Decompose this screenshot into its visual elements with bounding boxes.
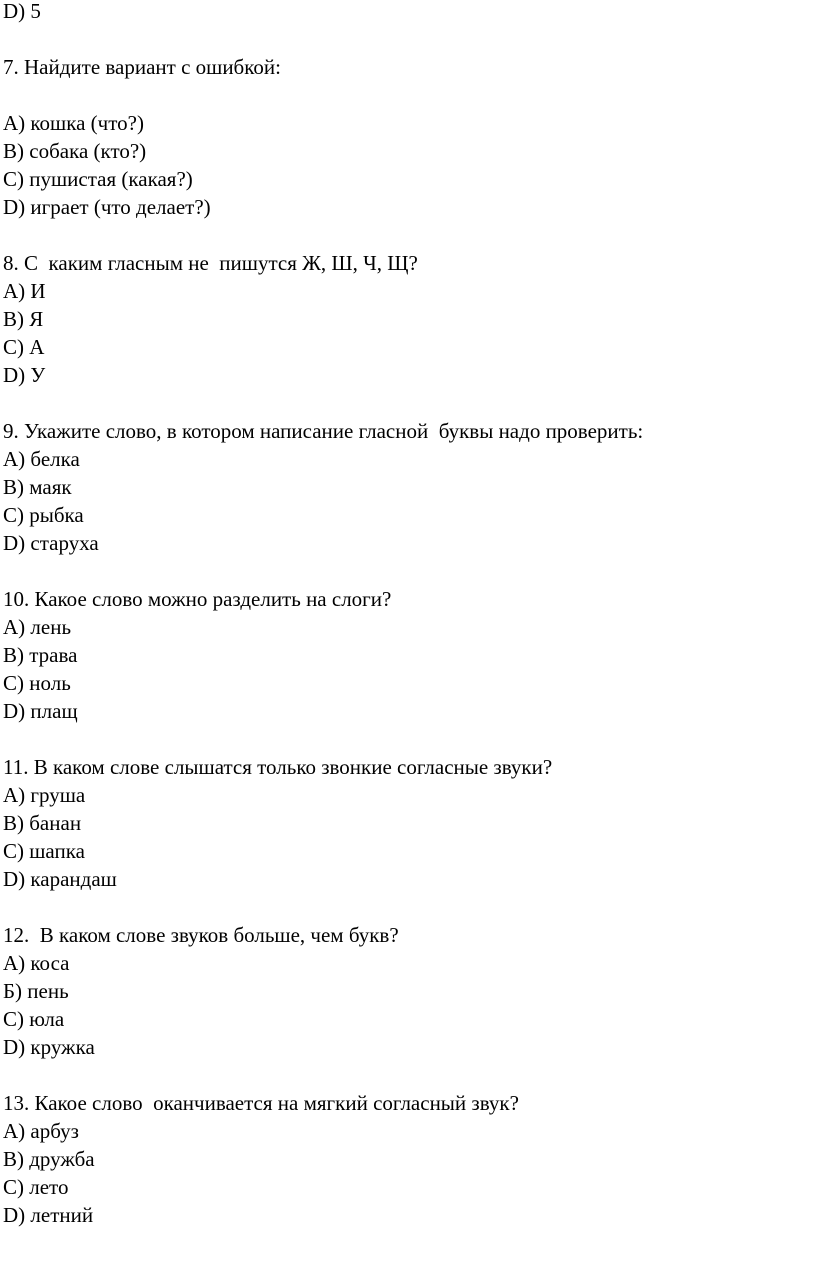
question-block <box>3 53 813 249</box>
blank-line <box>3 725 813 753</box>
answer-option: D) кружка <box>3 1035 95 1059</box>
answer-option: A) белка <box>3 447 80 471</box>
answer-option: D) старуха <box>3 531 99 555</box>
answer-option: D) карандаш <box>3 867 117 891</box>
blank-line <box>3 221 813 249</box>
question-text: 13. Какое слово оканчивается на мягкий согласный звук? <box>3 1091 519 1115</box>
question-text: 9. Укажите слово, в котором написание гласной буквы надо проверить: <box>3 419 644 443</box>
blank-line <box>3 81 813 109</box>
answer-option: A) арбуз <box>3 1119 79 1143</box>
answer-option: D) У <box>3 363 46 387</box>
question-text: 8. С каким гласным не пишутся Ж, Ш, Ч, Щ? <box>3 251 418 275</box>
blank-line <box>3 1061 813 1089</box>
answer-option: C) шапка <box>3 839 85 863</box>
document-page <box>3 0 813 1229</box>
question-block <box>3 1089 813 1229</box>
question-block <box>3 921 813 1089</box>
answer-option: B) трава <box>3 643 78 667</box>
blank-line <box>3 893 813 921</box>
previous-answer-option: D) 5 <box>3 0 41 23</box>
answer-option: C) А <box>3 335 45 359</box>
answer-option: B) маяк <box>3 475 72 499</box>
answer-option: B) Я <box>3 307 44 331</box>
answer-option: C) юла <box>3 1007 65 1031</box>
question-block <box>3 417 813 585</box>
answer-option: D) плащ <box>3 699 78 723</box>
answer-option: B) банан <box>3 811 82 835</box>
answer-option: B) дружба <box>3 1147 95 1171</box>
answer-option: C) ноль <box>3 671 71 695</box>
answer-option: A) коса <box>3 951 70 975</box>
question-text: 7. Найдите вариант с ошибкой: <box>3 55 281 79</box>
blank-line <box>3 389 813 417</box>
question-text: 10. Какое слово можно разделить на слоги? <box>3 587 392 611</box>
answer-option: C) пушистая (какая?) <box>3 167 193 191</box>
answer-option: C) рыбка <box>3 503 84 527</box>
blank-line <box>3 557 813 585</box>
question-block <box>3 249 813 417</box>
question-list <box>3 53 813 1229</box>
question-block <box>3 585 813 753</box>
question-text: 12. В каком слове звуков больше, чем букв? <box>3 923 399 947</box>
answer-option: D) летний <box>3 1203 94 1227</box>
answer-option: A) кошка (что?) <box>3 111 144 135</box>
answer-option: Б) пень <box>3 979 69 1003</box>
answer-option: B) собака (кто?) <box>3 139 147 163</box>
answer-option: A) И <box>3 279 46 303</box>
answer-option: C) лето <box>3 1175 69 1199</box>
question-block <box>3 753 813 921</box>
answer-option: A) груша <box>3 783 86 807</box>
answer-option: D) играет (что делает?) <box>3 195 211 219</box>
blank-line <box>3 25 813 53</box>
answer-option: A) лень <box>3 615 72 639</box>
question-text: 11. В каком слове слышатся только звонкие согласные звуки? <box>3 755 553 779</box>
